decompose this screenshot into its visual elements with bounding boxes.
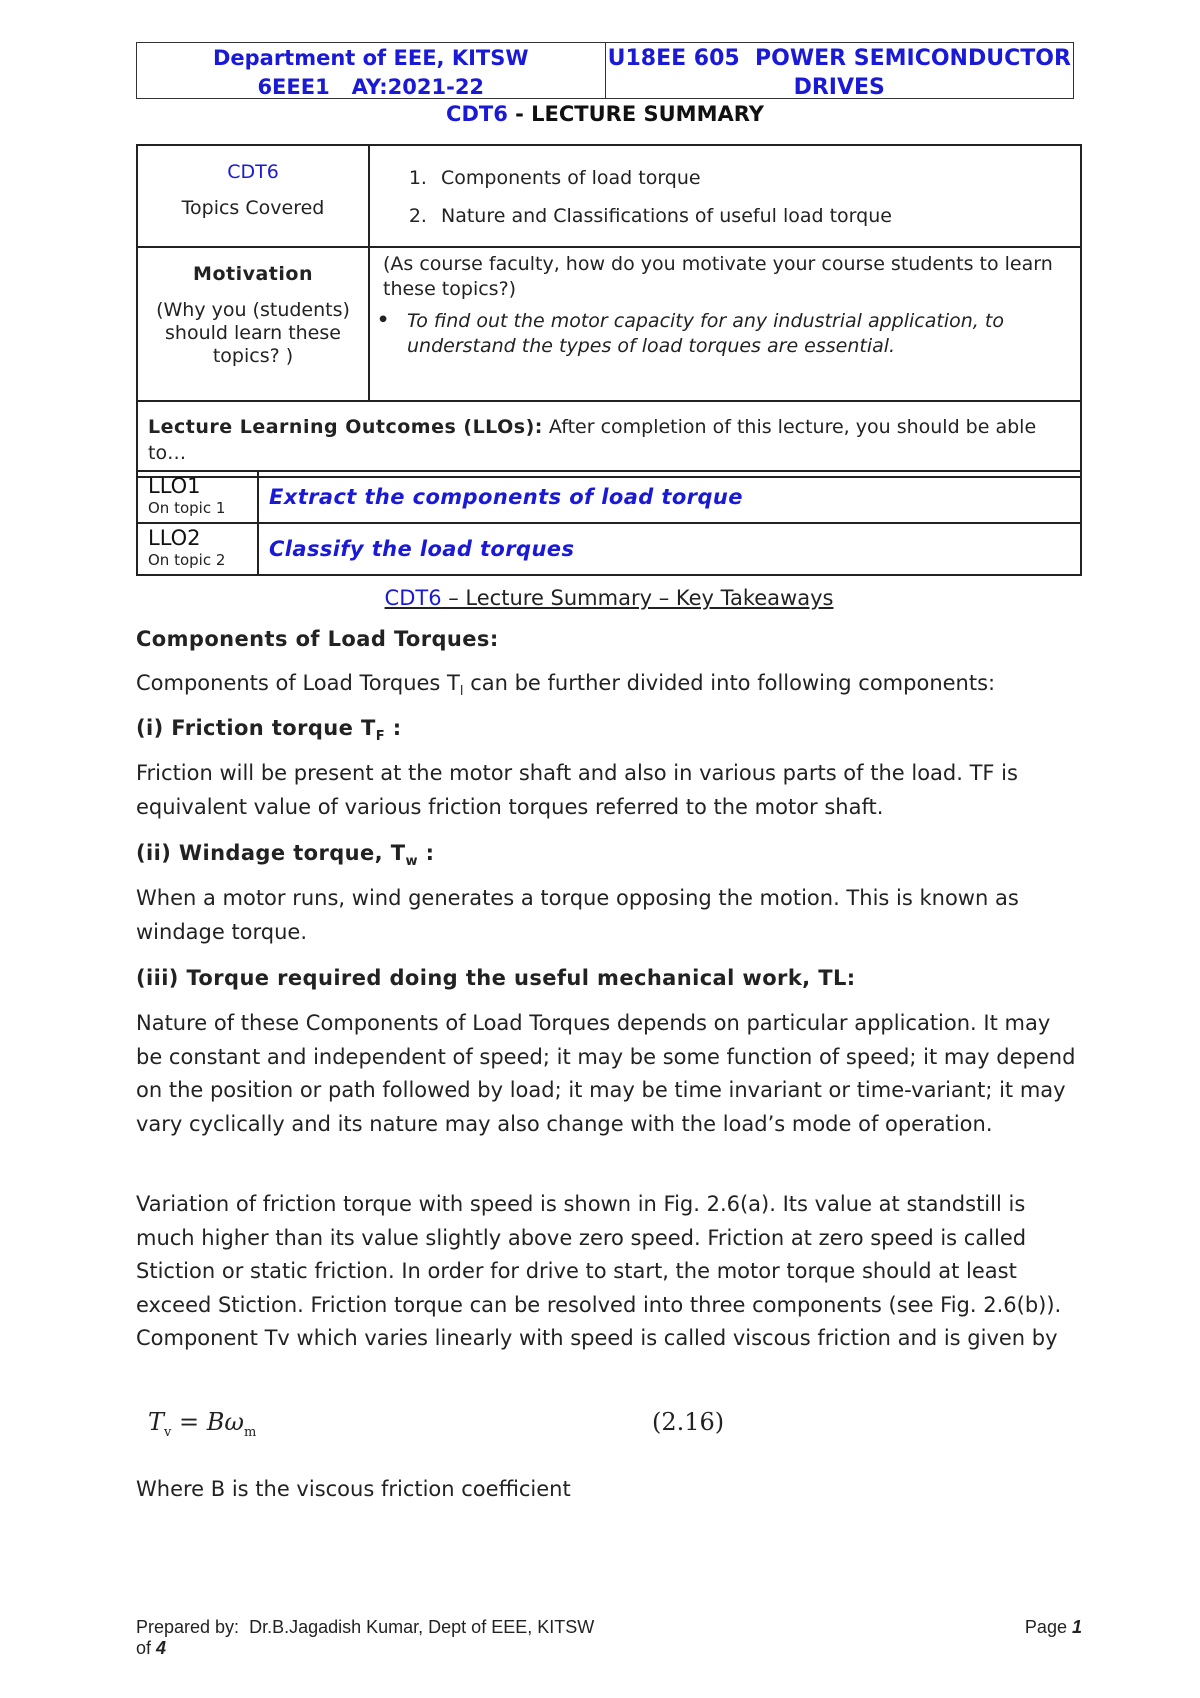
windage-paragraph: When a motor runs, wind generates a torque opposing the motion. This is known as windage torque. xyxy=(136,886,1019,944)
eq-subscript-m: m xyxy=(243,1424,257,1440)
department-name: Department of EEE, KITSW xyxy=(212,46,529,70)
llo-text: Classify the load torques xyxy=(258,523,1081,575)
cdt-label: CDT6 xyxy=(227,161,279,183)
section-heading: Components of Load Torques: xyxy=(136,627,499,651)
page-label: Page xyxy=(1024,1617,1067,1637)
windage-heading xyxy=(136,837,1082,879)
takeaways-code: CDT6 xyxy=(384,586,442,610)
motivation-bullet-text: To find out the motor capacity for any industrial application, to understand the types of load torques are essential. xyxy=(407,310,1004,357)
llo-header-row xyxy=(137,401,1081,477)
prepared-label: Prepared by: xyxy=(136,1617,240,1637)
course-title-line1: U18EE 605 POWER SEMICONDUCTOR xyxy=(607,46,1071,71)
windage-subscript: w xyxy=(405,854,418,870)
current-page: 1 xyxy=(1071,1617,1082,1637)
intro-text: Components of Load Torques T xyxy=(136,671,460,695)
motivation-question: (As course faculty, how do you motivate your course students to learn these topics?) xyxy=(383,253,1053,300)
llo-header-cell xyxy=(137,401,1081,477)
intro-subscript: l xyxy=(459,684,464,700)
topics-list-cell xyxy=(369,145,1081,247)
friction-heading-text: (i) Friction torque T xyxy=(136,716,376,740)
friction-subscript: F xyxy=(375,729,385,745)
llo-text: Extract the components of load torque xyxy=(258,471,1081,523)
useful-torque-heading: (iii) Torque required doing the useful mechanical work, TL: xyxy=(136,966,856,990)
eq-symbol-T: T xyxy=(148,1408,165,1436)
motivation-row xyxy=(137,247,1081,401)
topic-item: 1. Components of load torque xyxy=(433,159,1079,197)
motivation-label-cell xyxy=(137,247,369,401)
llo-header-bold: Lecture Learning Outcomes (LLOs): xyxy=(148,416,543,438)
llo-id-cell xyxy=(137,471,258,523)
friction-paragraph: Friction will be present at the motor shaft and also in various parts of the load. TF is equivalent value of various friction torques referred to the motor shaft. xyxy=(136,761,1018,819)
total-pages: 4 xyxy=(156,1638,167,1658)
equation-number: (2.16) xyxy=(652,1408,725,1436)
equation xyxy=(148,1408,256,1440)
llo-topic: On topic 1 xyxy=(148,499,226,517)
author: Dr.B.Jagadish Kumar, Dept of EEE, KITSW xyxy=(249,1617,595,1637)
page-total xyxy=(136,1638,1082,1659)
bullet-icon: • xyxy=(377,309,390,331)
llo-row xyxy=(137,471,1081,523)
academic-year: 6EEE1 AY:2021-22 xyxy=(257,75,485,99)
topic-item: 2. Nature and Classifications of useful load torque xyxy=(433,197,1079,235)
motivation-bullet xyxy=(371,309,1079,373)
motivation-content-cell xyxy=(369,247,1081,401)
friction-heading-colon: : xyxy=(385,716,402,740)
motivation-title: Motivation xyxy=(193,263,313,285)
topics-list xyxy=(371,159,1079,235)
header-box xyxy=(136,42,1074,99)
windage-heading-colon: : xyxy=(417,841,435,865)
summary-code: CDT6 xyxy=(446,102,508,126)
eq-rhs: = Bω xyxy=(171,1408,244,1436)
takeaways-text: – Lecture Summary – Key Takeaways xyxy=(441,586,834,610)
key-takeaways-heading xyxy=(136,586,1082,610)
nature-paragraph: Nature of these Components of Load Torques depends on particular application. It may be constant and independent of speed; it may be some function of speed; it may depend on the position or path followed by load; it may be time invariant or time-variant; it may vary cyclically and its nature may also change with the load’s mode of operation. xyxy=(136,1011,1076,1136)
page-number xyxy=(1025,1617,1082,1638)
intro-text-rest: can be further divided into following components: xyxy=(463,671,996,695)
topics-label-cell xyxy=(137,145,369,247)
intro-paragraph xyxy=(136,667,1082,709)
topics-row xyxy=(137,145,1081,247)
llo-topic: On topic 2 xyxy=(148,551,226,569)
llo-row xyxy=(137,523,1081,575)
where-paragraph: Where B is the viscous friction coefficient xyxy=(136,1477,571,1501)
llo-header-text: After completion of this lecture, you should be able to… xyxy=(148,416,1037,464)
topics-covered-label: Topics Covered xyxy=(181,197,325,219)
course-cell xyxy=(606,43,1074,98)
llo-id: LLO1 xyxy=(148,474,201,498)
summary-title-text: - LECTURE SUMMARY xyxy=(507,102,764,126)
friction-heading xyxy=(136,712,1082,754)
variation-paragraph: Variation of friction torque with speed is shown in Fig. 2.6(a). Its value at standstill is much higher than its value slightly above zero speed. Friction at zero speed is called Stiction or static friction. In order for drive to start, the motor torque should at least exceed Stiction. Friction torque can be resolved into three components (see Fig. 2.6(b)). Component Tv which varies linearly with speed is called viscous friction and is given by xyxy=(136,1192,1062,1350)
llo-table xyxy=(136,470,1082,576)
llo-id: LLO2 xyxy=(148,526,201,550)
department-cell xyxy=(137,43,606,98)
eq-subscript-v: v xyxy=(164,1424,172,1440)
windage-heading-text: (ii) Windage torque, T xyxy=(136,841,406,865)
footer xyxy=(136,1617,1082,1659)
prepared-by xyxy=(136,1617,1082,1638)
of-label: of xyxy=(136,1638,152,1658)
llo-id-cell xyxy=(137,523,258,575)
course-title-line2: DRIVES xyxy=(793,75,885,100)
lecture-info-table xyxy=(136,144,1082,478)
lecture-summary-title xyxy=(136,102,1074,126)
motivation-subtitle: (Why you (students) should learn these topics? ) xyxy=(156,299,350,367)
